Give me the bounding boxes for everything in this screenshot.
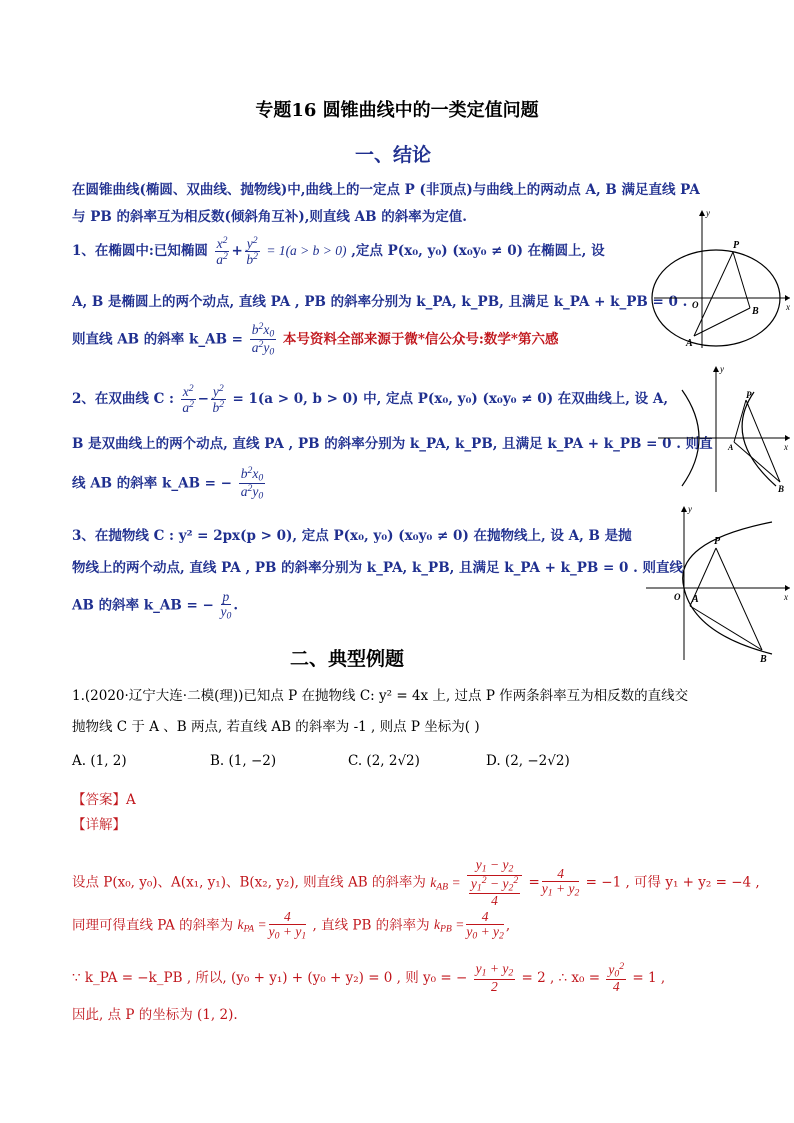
item3-line-2: 物线上的两个动点, 直线 PA , PB 的斜率分别为 k_PA, k_PB, 且满足 k_PA + k_PB = 0 . 则直线 — [72, 560, 684, 576]
line-pb — [746, 400, 780, 482]
solution-2-mid: , 直线 PB 的斜率为 — [312, 917, 430, 934]
line-pa — [694, 252, 733, 336]
item3-line-1: 3、在抛物线 C : y² = 2px(p > 0), 定点 P(x₀, y₀) (x₀y₀ ≠ 0) 在抛物线上, 设 A, B 是抛 — [72, 528, 632, 544]
line-pa — [734, 400, 746, 442]
solution-3-tail: = 1 , — [632, 969, 666, 986]
source-notice: 本号资料全部来源于微*信公众号:数学*第六感 — [282, 331, 559, 348]
label-a: A — [728, 443, 734, 452]
solution-3-mid: = 2 , ∴ x₀ = — [521, 969, 601, 986]
item1-slope-label: 则直线 AB 的斜率 k_AB = — [72, 331, 243, 348]
solution-line-2: 同理可得直线 PA 的斜率为 $k_{PA}$ = $\frac{4}{y_0 + y_1}$ , 直线 PB 的斜率为 $k_{PB}$ = $\frac{4}{y_0 + y_2}$ , — [72, 909, 511, 942]
y-axis-arrow — [699, 210, 705, 216]
solution-3-lead: ∵ k_PA = −k_PB , 所以, (y₀ + y₁) + (y₀ + y₂) = 0 , 则 y₀ = − — [72, 969, 468, 986]
detail-label: 【详解】 — [72, 817, 126, 833]
label-x: x — [784, 442, 788, 452]
option-a: A. (1, 2) — [72, 753, 127, 769]
solution-2-lead: 同理可得直线 PA 的斜率为 — [72, 917, 234, 934]
x-axis-arrow — [785, 295, 790, 301]
label-o: O — [692, 300, 699, 310]
label-y: y — [720, 364, 724, 374]
x-axis-arrow — [785, 585, 790, 591]
item1-line-3: 则直线 AB 的斜率 k_AB = $\frac{b^2x_0}{a^2y_0}$ 本号资料全部来源于微*信公众号:数学*第六感 — [72, 321, 559, 358]
line-pb — [733, 252, 750, 308]
answer-label: 【答案】A — [72, 792, 136, 808]
line-ab — [734, 442, 780, 482]
option-b: B. (1, −2) — [210, 753, 277, 769]
hyperbola-figure — [654, 362, 794, 496]
section-heading-examples: 二、典型例题 — [290, 648, 405, 670]
intro-line-1: 在圆锥曲线(椭圆、双曲线、抛物线)中,曲线上的一定点 P (非顶点)与曲线上的两动点 A, B 满足直线 PA — [72, 182, 700, 198]
ellipse-figure — [646, 206, 794, 352]
item2-equation: = 1(a > 0, b > 0) 中, 定点 P(x₀, y₀) (x₀y₀ ≠ 0) 在双曲线上, 设 A, — [232, 391, 669, 408]
item2-lead: 2、在双曲线 C : — [72, 391, 175, 408]
label-p: P — [714, 536, 721, 547]
item3-line-3: AB 的斜率 k_AB = − $\frac{p}{y_0}$ . — [72, 589, 239, 622]
label-p: P — [733, 240, 740, 251]
hyperbola-right-branch — [742, 392, 776, 486]
solution-line-1: 设点 P(x₀, y₀)、A(x₁, y₁)、B(x₂, y₂), 则直线 AB 的斜率为 $k_{AB}$ = $y_1 - y_2$ $y_1^2 - y_2^2$ 4 = $\frac{4}{y_1 + y_2}$ = −1 , 可得 y₁ + y₂ = −4 , — [72, 857, 760, 909]
label-y: y — [688, 504, 692, 514]
item2-slope-label: 线 AB 的斜率 k_AB = − — [72, 475, 232, 492]
solution-1-tail: = −1 , 可得 y₁ + y₂ = −4 , — [585, 874, 760, 891]
item2-line-2: B 是双曲线上的两个动点, 直线 PA , PB 的斜率分别为 k_PA, k_PB, 且满足 k_PA + k_PB = 0 . 则直 — [72, 436, 713, 452]
solution-1-lead: 设点 P(x₀, y₀)、A(x₁, y₁)、B(x₂, y₂), 则直线 AB 的斜率为 — [72, 874, 426, 891]
label-b: B — [752, 306, 759, 317]
line-ab — [690, 606, 762, 650]
item1-fixed-point: ,定点 P(x₀, y₀) (x₀y₀ ≠ 0) 在椭圆上, 设 — [351, 243, 605, 260]
solution-line-3: ∵ k_PA = −k_PB , 所以, (y₀ + y₁) + (y₀ + y₂) = 0 , 则 y₀ = − $\frac{y_1 + y_2}{2}$ = 2 , ∴ x₀ = $\frac{y_0^2}{4}$ = 1 , — [72, 961, 666, 995]
item2-line-1: 2、在双曲线 C : $\frac{x^2}{a^2}$ − $\frac{y^2}{b^2}$ = 1(a > 0, b > 0) 中, 定点 P(x₀, y₀) (x₀y₀ ≠ 0) 在双曲线上, 设 A, — [72, 383, 669, 415]
item1-lead: 1、在椭圆中:已知椭圆 — [72, 243, 208, 260]
option-c: C. (2, 2√2) — [348, 753, 420, 769]
example1-line-2: 抛物线 C 于 A 、B 两点, 若直线 AB 的斜率为 -1 , 则点 P 坐标为( ) — [72, 719, 480, 735]
y-axis-arrow — [681, 506, 687, 512]
item3-slope-label: AB 的斜率 k_AB = − — [72, 597, 214, 614]
label-y: y — [706, 208, 710, 218]
label-x: x — [786, 302, 790, 312]
example1-line-1: 1.(2020·辽宁大连·二模(理))已知点 P 在抛物线 C: y² = 4x 上, 过点 P 作两条斜率互为相反数的直线交 — [72, 688, 689, 704]
label-a: A — [692, 594, 699, 605]
y-axis-arrow — [713, 366, 719, 372]
solution-line-4: 因此, 点 P 的坐标为 (1, 2). — [72, 1007, 238, 1023]
item1-line-2: A, B 是椭圆上的两个动点, 直线 PA , PB 的斜率分别为 k_PA, k_PB, 且满足 k_PA + k_PB = 0 . — [72, 294, 688, 310]
label-b: B — [778, 484, 785, 494]
item1-line-1: 1、在椭圆中:已知椭圆 $\frac{x^2}{a^2}$ + $\frac{y^2}{b^2}$ = 1(a > b > 0) ,定点 P(x₀, y₀) (x₀y₀ ≠ 0) 在椭圆上, 设 — [72, 235, 605, 267]
parabola-figure — [642, 502, 794, 664]
label-p: P — [746, 390, 752, 400]
label-a: A — [686, 338, 693, 349]
option-d: D. (2, −2√2) — [486, 753, 570, 769]
section-heading-conclusion: 一、结论 — [355, 144, 432, 166]
intro-line-2: 与 PB 的斜率互为相反数(倾斜角互补),则直线 AB 的斜率为定值. — [72, 209, 467, 225]
x-axis-arrow — [785, 435, 790, 441]
page-title: 专题16 圆锥曲线中的一类定值问题 — [255, 100, 539, 121]
label-b: B — [760, 654, 767, 664]
item2-line-3: 线 AB 的斜率 k_AB = − $\frac{b^2x_0}{a^2y_0}$ — [72, 465, 264, 502]
item1-equation: = 1(a > b > 0) — [266, 243, 347, 259]
label-x: x — [784, 592, 788, 602]
label-o: O — [674, 592, 681, 602]
